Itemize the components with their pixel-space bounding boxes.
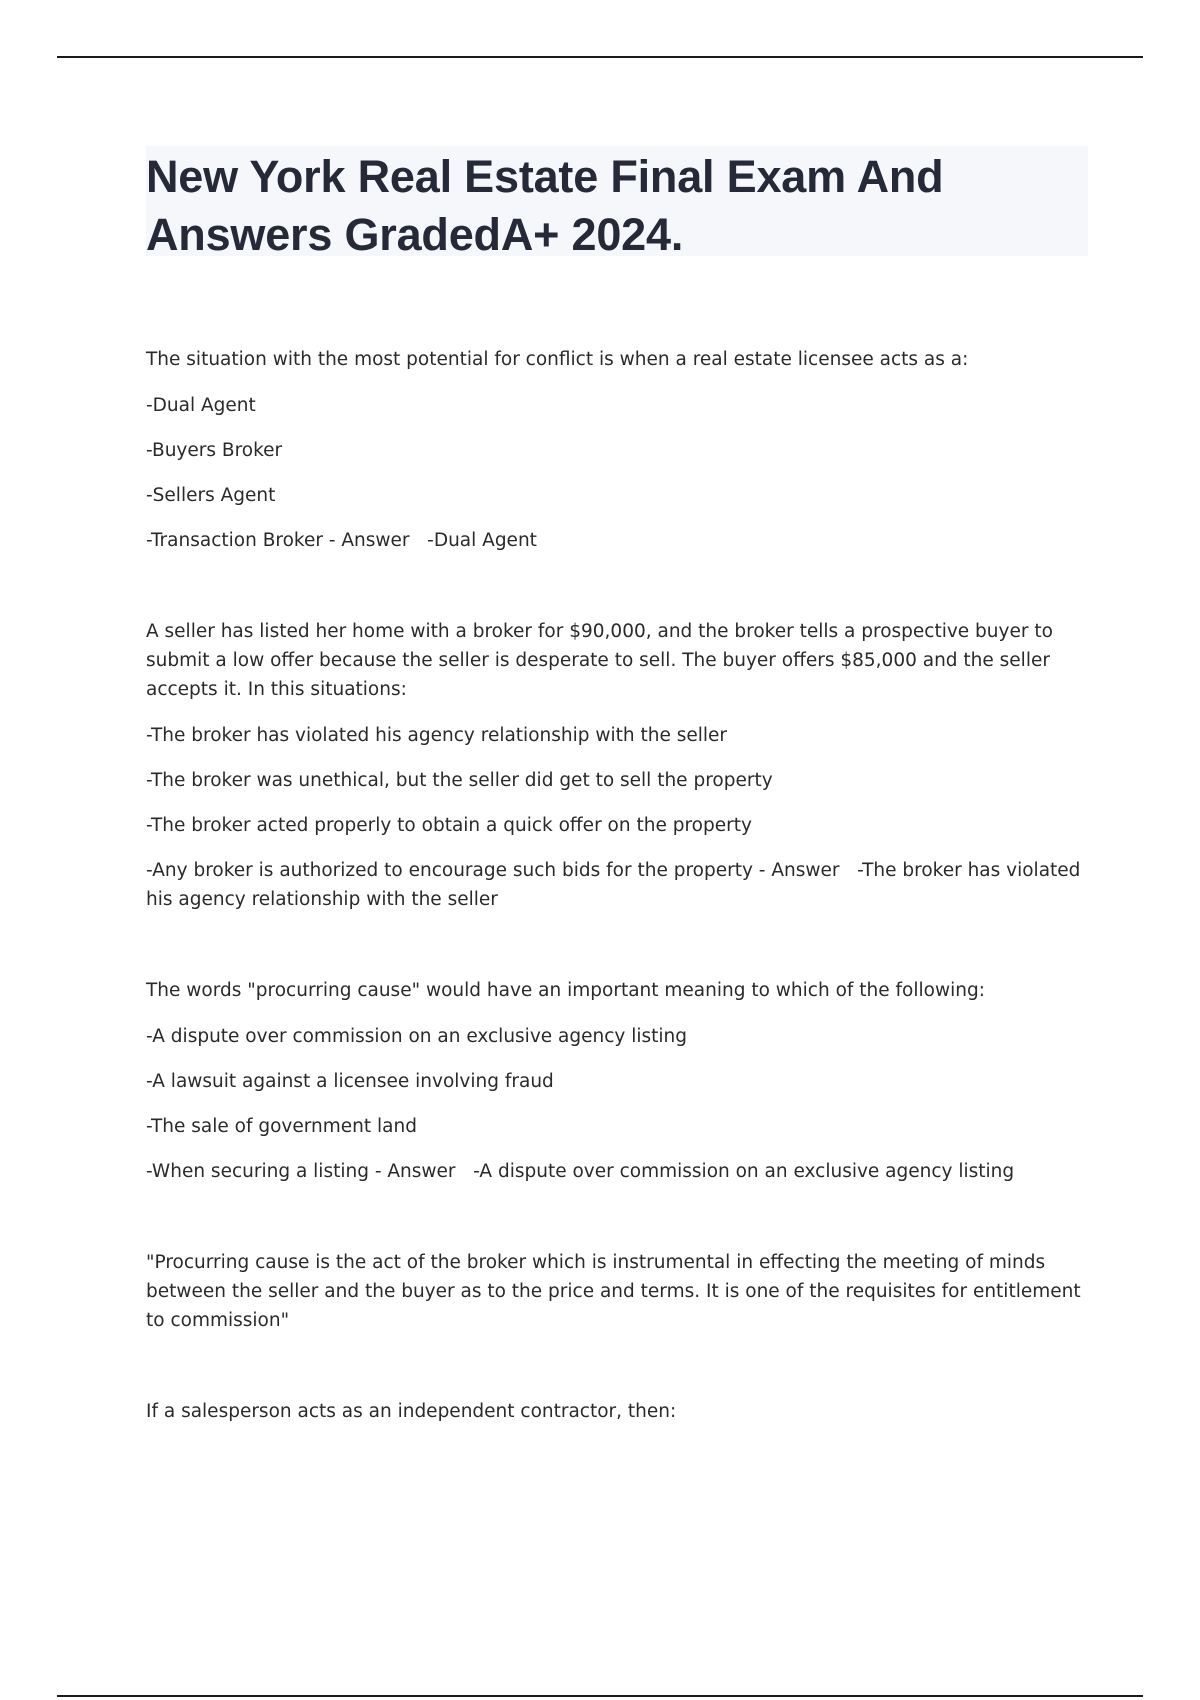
answer-option-with-answer: -Any broker is authorized to encourage such bids for the property - Answer -The broker has violated his agency relationship with the seller <box>146 860 1087 910</box>
note-block <box>146 1248 1091 1335</box>
question-text: The situation with the most potential for conflict is when a real estate licensee acts as a: <box>146 349 969 370</box>
question-text: If a salesperson acts as an independent contractor, then: <box>146 1401 677 1422</box>
answer-option: -Sellers Agent <box>146 485 276 506</box>
question-block-1 <box>146 345 1091 555</box>
answer-option: -A dispute over commission on an exclusive agency listing <box>146 1026 687 1047</box>
answer-option: -A lawsuit against a licensee involving fraud <box>146 1071 554 1092</box>
document-body <box>146 345 1091 1443</box>
answer-option: -The broker was unethical, but the seller did get to sell the property <box>146 770 773 791</box>
question-text: A seller has listed her home with a broker for $90,000, and the broker tells a prospective buyer to submit a low offer because the seller is desperate to sell. The buyer offers $85,000 and the seller accepts it. In this situations: <box>146 621 1053 700</box>
question-block-4 <box>146 1397 1091 1426</box>
bottom-rule <box>57 1695 1143 1697</box>
answer-option: -The broker acted properly to obtain a quick offer on the property <box>146 815 752 836</box>
answer-option-with-answer: -Transaction Broker - Answer -Dual Agent <box>146 530 537 551</box>
question-block-2 <box>146 617 1091 914</box>
answer-option: -Dual Agent <box>146 395 256 416</box>
page-title: New York Real Estate Final Exam And Answers GradedA+ 2024. <box>146 151 944 260</box>
answer-option-with-answer: -When securing a listing - Answer -A dispute over commission on an exclusive agency listing <box>146 1161 1015 1182</box>
answer-option: -The sale of government land <box>146 1116 417 1137</box>
top-rule <box>57 56 1143 58</box>
question-block-3 <box>146 976 1091 1186</box>
answer-option: -The broker has violated his agency relationship with the seller <box>146 725 728 746</box>
answer-option: -Buyers Broker <box>146 440 283 461</box>
procuring-cause-note: "Procurring cause is the act of the broker which is instrumental in effecting the meeting of minds between the seller and the buyer as to the price and terms. It is one of the requisites for entitlement to commission" <box>146 1252 1081 1331</box>
question-text: The words "procurring cause" would have an important meaning to which of the following: <box>146 980 985 1001</box>
